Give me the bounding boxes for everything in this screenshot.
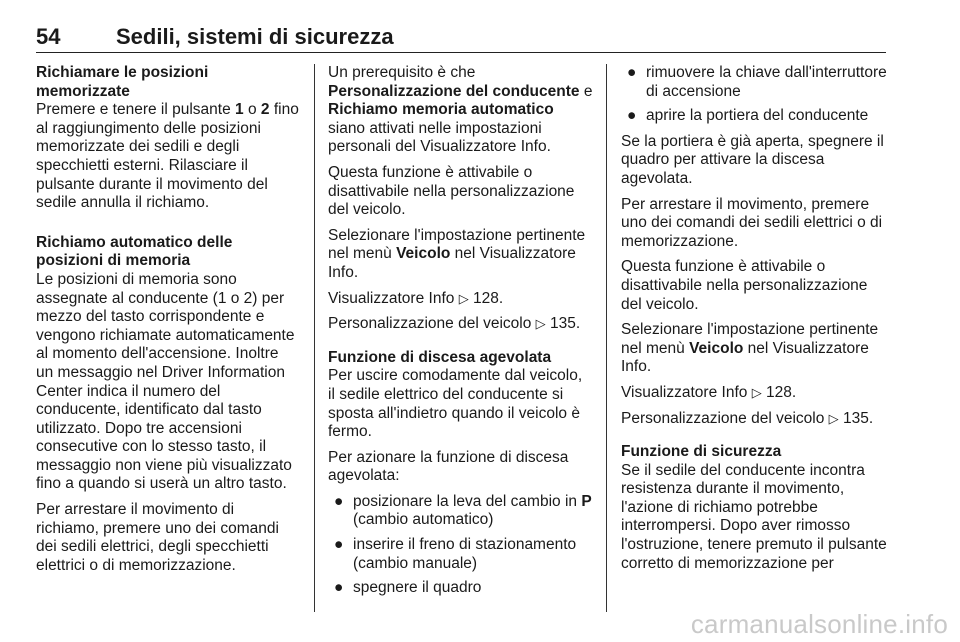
section-heading: Funzione di discesa agevolata [328,348,552,366]
gear-ref: P [581,492,592,510]
menu-ref: Veicolo [396,245,451,263]
text: 128. [761,383,797,401]
list-item [328,493,593,530]
column-divider [314,64,315,612]
paragraph: Per azionare la funzione di discesa agevolata: [328,448,569,485]
text: aprire la portiera del conducente [646,107,869,125]
list-item [621,64,891,101]
list-item [328,579,593,598]
text: 135. [545,315,581,333]
text: Premere e tenere il pulsante [36,101,236,119]
paragraph [328,64,593,157]
text: siano attivati nelle impostazioni personali del Visualizzatore Info. [328,119,551,156]
menu-ref: Richiamo memoria automatico [328,101,554,119]
column-2 [328,64,593,605]
text: Visualizzatore Info [328,289,459,307]
button-ref: 1 [235,101,244,119]
text: rimuovere la chiave dall'interruttore di accensione [646,64,887,100]
watermark: carmanualsonline.info [690,609,948,639]
cross-reference[interactable] [621,384,891,403]
paragraph [328,227,593,283]
text: Personalizzazione del veicolo [328,315,536,333]
text: nel Visualizzatore Info. [621,339,869,376]
column-divider [606,64,607,612]
text: nel Visualizzatore Info. [328,245,576,281]
page-ref-arrow-icon: ▷ [458,290,469,306]
text: Selezionare l'impostazione pertinente nel menù [328,226,586,263]
text: Personalizzazione del veicolo [621,409,829,427]
paragraph: Per arrestare il movimento, premere uno dei comandi dei sedili elettrici o di memorizzazione. [621,195,883,250]
section-heading: Funzione di sicurezza [621,443,782,461]
page-ref-arrow-icon: ▷ [535,316,546,332]
column-3 [621,64,891,580]
list-item [621,107,891,126]
bullet-icon: ● [627,107,637,125]
bullet-list [328,493,593,598]
button-ref: 2 [260,101,270,119]
text: posizionare la leva del cambio in [353,492,582,510]
text: fino al raggiungimento delle posizioni memorizzate dei sedili e degli specchietti esterni. Rilasciare il pulsante durante il movimento del sedile annulla il richiamo. [36,101,299,212]
paragraph: Se il sedile del conducente incontra resistenza durante il movimento, l'azione di richiamo potrebbe interrompersi. Dopo aver rimosso l'ostruzione, tenere premuto il pulsante corretto di memorizzazione per [621,461,887,572]
text: 135. [838,409,874,427]
paragraph: Per arrestare il movimento di richiamo, premere uno dei comandi dei sedili elettrici, degli specchietti elettrici o di memorizzazione. [36,501,279,574]
list-item [328,536,593,573]
text: Selezionare l'impostazione pertinente nel menù [621,321,879,357]
section-heading: Richiamo automatico delle posizioni di memoria [36,233,233,270]
paragraph [621,321,891,377]
cross-reference[interactable] [328,290,593,309]
page-header [36,22,886,53]
text: spegnere il quadro [353,579,482,597]
paragraph: Questa funzione è attivabile o disattivabile nella personalizzazione del veicolo. [328,163,575,219]
column-1 [36,64,300,582]
paragraph: Per uscire comodamente dal veicolo, il sedile elettrico del conducente si sposta all'indietro quando il veicolo è fermo. [328,367,583,441]
page-ref-arrow-icon: ▷ [828,410,839,426]
menu-ref: Veicolo [689,339,744,357]
bullet-icon: ● [334,536,344,554]
text: Visualizzatore Info [621,383,752,401]
page-title: Sedili, sistemi di sicurezza [116,24,394,49]
bullet-icon: ● [334,579,344,597]
page-number: 54 [36,24,61,49]
section-heading: Richiamare le posizioni memorizzate [36,64,209,100]
text: inserire il freno di stazionamento (cambio manuale) [353,536,577,572]
text: e [579,82,593,100]
text: Un prerequisito è che [328,64,476,81]
menu-ref: Personalizzazione del conducente [328,82,580,100]
page-ref-arrow-icon: ▷ [751,384,762,400]
text: (cambio automatico) [353,511,494,529]
paragraph [36,101,300,213]
bullet-list [621,64,891,126]
cross-reference[interactable] [621,410,891,429]
paragraph: Se la portiera è già aperta, spegnere il quadro per attivare la discesa agevolata. [621,132,884,187]
bullet-icon: ● [627,64,637,81]
paragraph: Le posizioni di memoria sono assegnate al conducente (1 o 2) per mezzo del tasto corrispondente e vengono richiamate automaticamente al momento dell'accensione. Inoltre un messaggio nel Driver Information Center indica il numero del conducente, identificato dal tasto utilizzato. Dopo tre accensioni consecutive con lo stesso tasto, il messaggio non viene più visualizzato fino a quando si userà un altro tasto. [36,270,295,493]
text: o [243,101,261,119]
paragraph: Questa funzione è attivabile o disattivabile nella personalizzazione del veicolo. [621,258,868,313]
cross-reference[interactable] [328,315,593,334]
bullet-icon: ● [334,492,344,510]
text: 128. [468,289,504,307]
